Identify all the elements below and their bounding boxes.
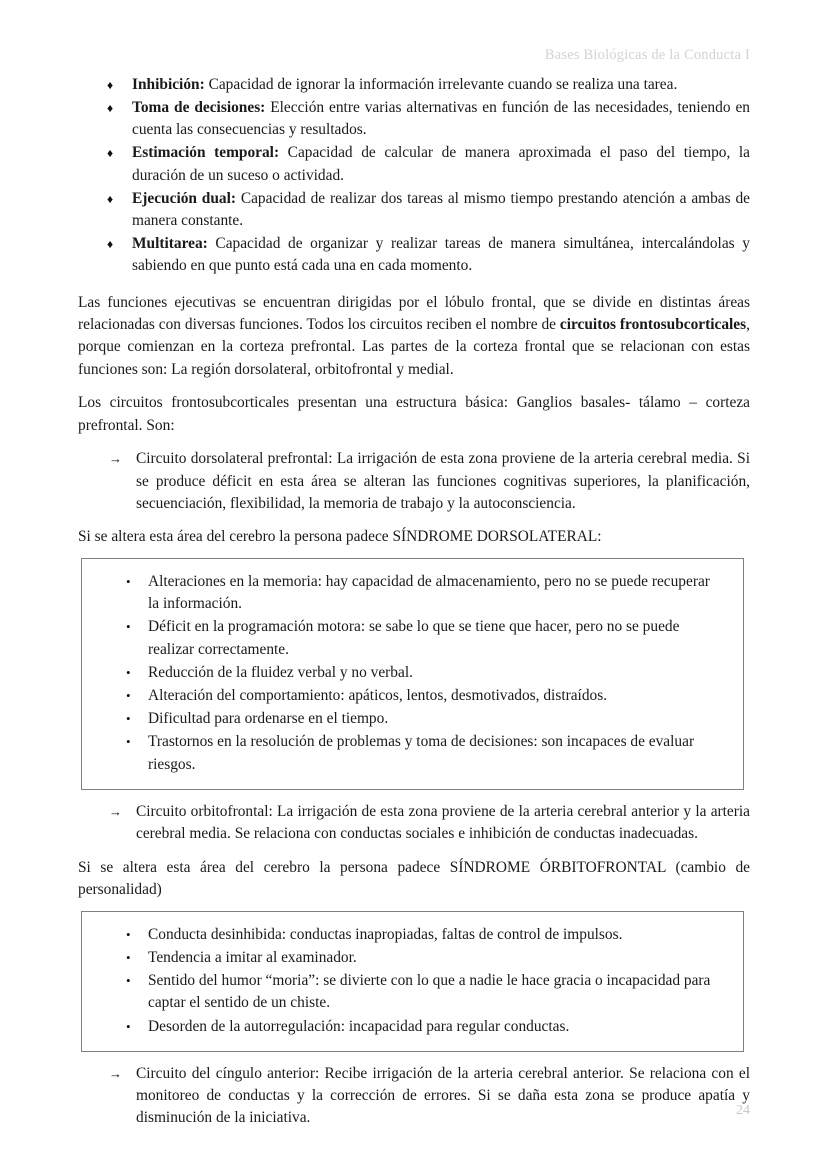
list-item — [78, 1063, 750, 1130]
basic-structure-paragraph: Los circuitos frontosubcorticales presentan una estructura básica: Ganglios basales- tálamo – corteza prefrontal. Son: — [78, 394, 750, 434]
symptom-text: Tendencia a imitar al examinador. — [148, 948, 357, 966]
orbitofrontal-syndrome-intro: Si se altera esta área del cerebro la persona padece SÍNDROME ÓRBITOFRONTAL (cambio de personalidad) — [78, 858, 750, 899]
running-header: Bases Biológicas de la Conducta I — [544, 47, 750, 63]
dorsolateral-symptoms-list — [82, 571, 729, 777]
paragraph-text-part2: , porque comienzan en la corteza prefrontal. Las partes de la corteza frontal que se relacionan con estas funciones son: La región dorsolateral, orbitofrontal y medial. — [78, 316, 750, 378]
orbitofrontal-symptoms-list — [82, 924, 729, 1038]
list-item — [82, 685, 729, 708]
list-item — [82, 1016, 729, 1039]
symptom-text: Desorden de la autorregulación: incapacidad para regular conductas. — [148, 1017, 570, 1035]
list-item — [82, 616, 729, 661]
frontal-lobe-paragraph — [78, 292, 750, 382]
list-item — [82, 970, 729, 1015]
symptom-text: Sentido del humor “moria”: se divierte con lo que a nadie le hace gracia o incapacidad para captar el sentido de un chiste. — [148, 971, 711, 1012]
symptom-text: Alteraciones en la memoria: hay capacidad de almacenamiento, pero no se puede recuperar la información. — [148, 572, 710, 613]
term-definition: Capacidad de organizar y realizar tareas de manera simultánea, intercalándolas y sabiendo en que punto está cada una en cada momento. — [132, 234, 750, 275]
dot-bullet-icon: • — [126, 711, 131, 727]
dot-bullet-icon: • — [126, 1018, 131, 1034]
orbitofrontal-symptoms-box — [81, 911, 744, 1052]
symptom-text: Trastornos en la resolución de problemas y toma de decisiones: son incapaces de evaluar riesgos. — [148, 733, 695, 773]
executive-functions-list — [78, 74, 750, 278]
list-item — [78, 74, 750, 96]
symptom-text: Reducción de la fluidez verbal y no verbal. — [148, 664, 413, 682]
term-label: Multitarea: — [132, 234, 208, 252]
dorsolateral-symptoms-box — [81, 558, 744, 790]
symptom-text: Alteración del comportamiento: apáticos, lentos, desmotivados, distraídos. — [148, 687, 608, 705]
list-item — [82, 947, 729, 970]
symptom-text: Dificultad para ordenarse en el tiempo. — [148, 710, 389, 728]
dot-bullet-icon: • — [126, 619, 131, 635]
arrow-bullet-icon: → — [109, 804, 122, 820]
document-content — [78, 74, 750, 1141]
term-label: Ejecución dual: — [132, 189, 237, 207]
diamond-bullet-icon: ♦ — [107, 191, 114, 206]
circuit-description: Circuito dorsolateral prefrontal: La irrigación de esta zona proviene de la arteria cerebral media. Si se produce déficit en esta área se alteran las funciones cognitivas superiores, la planificación, secuenciación, flexibilidad, la memoria de trabajo y la autoconsciencia. — [136, 450, 750, 512]
list-item — [82, 571, 729, 616]
symptom-text: Conducta desinhibida: conductas inapropiadas, faltas de control de impulsos. — [148, 925, 623, 943]
term-definition: Elección entre varias alternativas en función de las necesidades, teniendo en cuenta las consecuencias y resultados. — [132, 98, 750, 139]
list-item — [82, 662, 729, 685]
list-item — [78, 188, 750, 233]
orbitofrontal-circuit-list — [78, 801, 750, 846]
diamond-bullet-icon: ♦ — [107, 100, 114, 115]
arrow-bullet-icon: → — [109, 451, 122, 467]
paragraph-bold-term: circuitos frontosubcorticales — [559, 316, 747, 334]
diamond-bullet-icon: ♦ — [107, 146, 114, 161]
cingulate-circuit-list — [78, 1063, 750, 1130]
term-label: Toma de decisiones: — [132, 98, 266, 116]
paragraph-text-part1: Las funciones ejecutivas se encuentran dirigidas por el lóbulo frontal, que se divide en distintas áreas relacionadas con diversas funciones. Todos los circuitos reciben el nombre de — [78, 293, 750, 334]
term-definition: Capacidad de ignorar la información irrelevante cuando se realiza una tarea. — [204, 76, 678, 93]
list-item — [82, 731, 729, 776]
list-item — [78, 801, 750, 846]
term-definition: Capacidad de realizar dos tareas al mismo tiempo prestando atención a ambas de manera constante. — [132, 189, 750, 229]
dot-bullet-icon: • — [126, 972, 131, 988]
list-item — [82, 708, 729, 731]
circuit-description: Circuito del cíngulo anterior: Recibe irrigación de la arteria cerebral anterior. Se relaciona con el monitoreo de conductas y la corrección de errores. Si se daña esta zona se produce apatía y disminución de la iniciativa. — [136, 1064, 750, 1127]
dorsolateral-syndrome-intro: Si se altera esta área del cerebro la persona padece SÍNDROME DORSOLATERAL: — [78, 528, 602, 546]
list-item — [78, 233, 750, 278]
list-item — [82, 924, 729, 947]
arrow-bullet-icon: → — [109, 1065, 122, 1081]
list-item — [78, 142, 750, 187]
dot-bullet-icon: • — [126, 573, 131, 589]
term-label: Estimación temporal: — [132, 144, 280, 162]
dot-bullet-icon: • — [126, 949, 131, 965]
diamond-bullet-icon: ♦ — [107, 236, 114, 251]
diamond-bullet-icon: ♦ — [107, 78, 114, 92]
dot-bullet-icon: • — [126, 688, 131, 704]
dot-bullet-icon: • — [126, 926, 131, 942]
list-item — [78, 448, 750, 515]
term-definition: Capacidad de calcular de manera aproximada el paso del tiempo, la duración de un suceso o actividad. — [132, 144, 751, 184]
symptom-text: Déficit en la programación motora: se sabe lo que se tiene que hacer, pero no se puede realizar correctamente. — [148, 618, 680, 658]
page-number: 24 — [736, 1103, 750, 1118]
term-label: Inhibición: — [132, 76, 205, 93]
list-item — [78, 97, 750, 142]
circuit-description: Circuito orbitofrontal: La irrigación de esta zona proviene de la arteria cerebral anterior y la arteria cerebral media. Se relaciona con conductas sociales e inhibición de conductas inadecuadas. — [136, 803, 750, 843]
dot-bullet-icon: • — [126, 665, 131, 681]
dot-bullet-icon: • — [126, 734, 131, 750]
dorsolateral-circuit-list — [78, 448, 750, 515]
